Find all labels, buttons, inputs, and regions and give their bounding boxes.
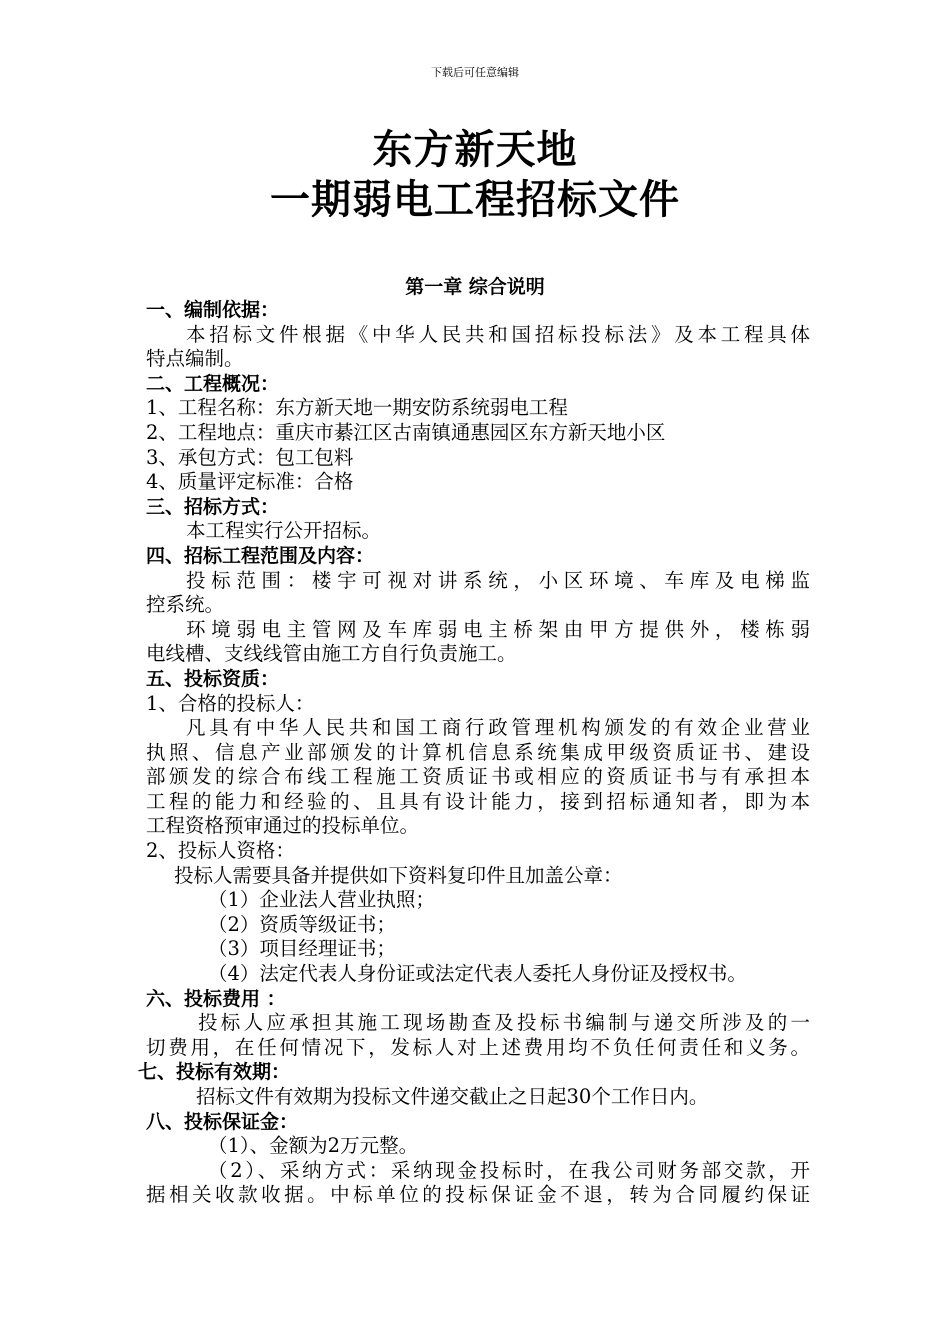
section-heading-1: 一、编制依据： — [146, 299, 280, 321]
list-item: （3）项目经理证书； — [208, 937, 396, 961]
list-item: 2、工程地点：重庆市綦江区古南镇通惠园区东方新天地小区 — [146, 420, 666, 444]
paragraph-line: 本招标文件根据《中华人民共和国招标投标法》及本工程具体 — [186, 322, 810, 346]
paragraph-line: 工程的能力和经验的、且具有设计能力，接到招标通知者，即为本 — [146, 789, 810, 813]
list-item: （1）企业法人营业执照； — [208, 888, 435, 912]
paragraph-line: 投标人需要具备并提供如下资料复印件且加盖公章： — [174, 863, 623, 887]
paragraph-line: 切费用，在任何情况下，发标人对上述费用均不负任何责任和义务。 — [146, 1035, 810, 1059]
document-title-line-1: 东方新天地 — [372, 127, 578, 173]
paragraph-line: 环境弱电主管网及车库弱电主桥架由甲方提供外，楼栋弱 — [186, 617, 810, 641]
section-heading-3: 三、招标方式： — [146, 495, 280, 518]
paragraph-line: 执照、信息产业部颁发的计算机信息系统集成甲级资质证书、建设 — [146, 740, 810, 764]
chapter-heading: 第一章 综合说明 — [405, 276, 545, 298]
subheading: 2、投标人资格： — [146, 839, 295, 863]
paragraph-line: 电线槽、支线线管由施工方自行负责施工。 — [146, 642, 517, 666]
list-item: （2）资质等级证书； — [208, 912, 396, 936]
section-heading-7: 七、投标有效期： — [138, 1061, 291, 1084]
paragraph-line: 投标人应承担其施工现场勘查及投标书编制与递交所涉及的一 — [198, 1011, 810, 1035]
subheading: 1、合格的投标人： — [146, 691, 315, 715]
paragraph-line: （2）、采纳方式：采纳现金投标时，在我公司财务部交款，开 — [208, 1158, 810, 1182]
section-heading-4: 四、招标工程范围及内容： — [146, 544, 375, 567]
document-body — [138, 298, 810, 1208]
header-note: 下载后可任意编辑 — [431, 66, 519, 79]
paragraph-line: 凡具有中华人民共和国工商行政管理机构颁发的有效企业营业 — [186, 716, 810, 740]
section-heading-2: 二、工程概况： — [146, 372, 280, 395]
paragraph-line: 本工程实行公开招标。 — [186, 519, 382, 543]
paragraph-line: 工程资格预审通过的投标单位。 — [146, 814, 420, 838]
list-item: 3、承包方式：包工包料 — [146, 445, 354, 469]
section-heading-6: 六、投标费用 ： — [146, 987, 286, 1010]
paragraph-line: 部颁发的综合布线工程施工资质证书或相应的资质证书与有承担本 — [146, 765, 810, 789]
paragraph-line: 据相关收款收据。中标单位的投标保证金不退，转为合同履约保证 — [146, 1183, 810, 1207]
paragraph-line: 投标范围：楼宇可视对讲系统，小区环境、车库及电梯监 — [186, 568, 810, 592]
document-title-line-2: 一期弱电工程招标文件 — [270, 177, 680, 223]
section-heading-5: 五、投标资质： — [146, 667, 280, 690]
paragraph-line: 招标文件有效期为投标文件递交截止之日起30个工作日内。 — [196, 1085, 709, 1108]
paragraph-line: 特点编制。 — [146, 347, 244, 371]
paragraph-line: 控系统。 — [146, 593, 225, 617]
list-item: 4、质量评定标准：合格 — [146, 470, 354, 494]
list-item: （4）法定代表人身份证或法定代表人委托人身份证及授权书。 — [208, 962, 747, 986]
list-item: 1、工程名称：东方新天地一期安防系统弱电工程 — [146, 396, 568, 420]
section-heading-8: 八、投标保证金： — [146, 1110, 299, 1133]
paragraph-line: （1）、金额为2万元整。 — [208, 1134, 419, 1158]
